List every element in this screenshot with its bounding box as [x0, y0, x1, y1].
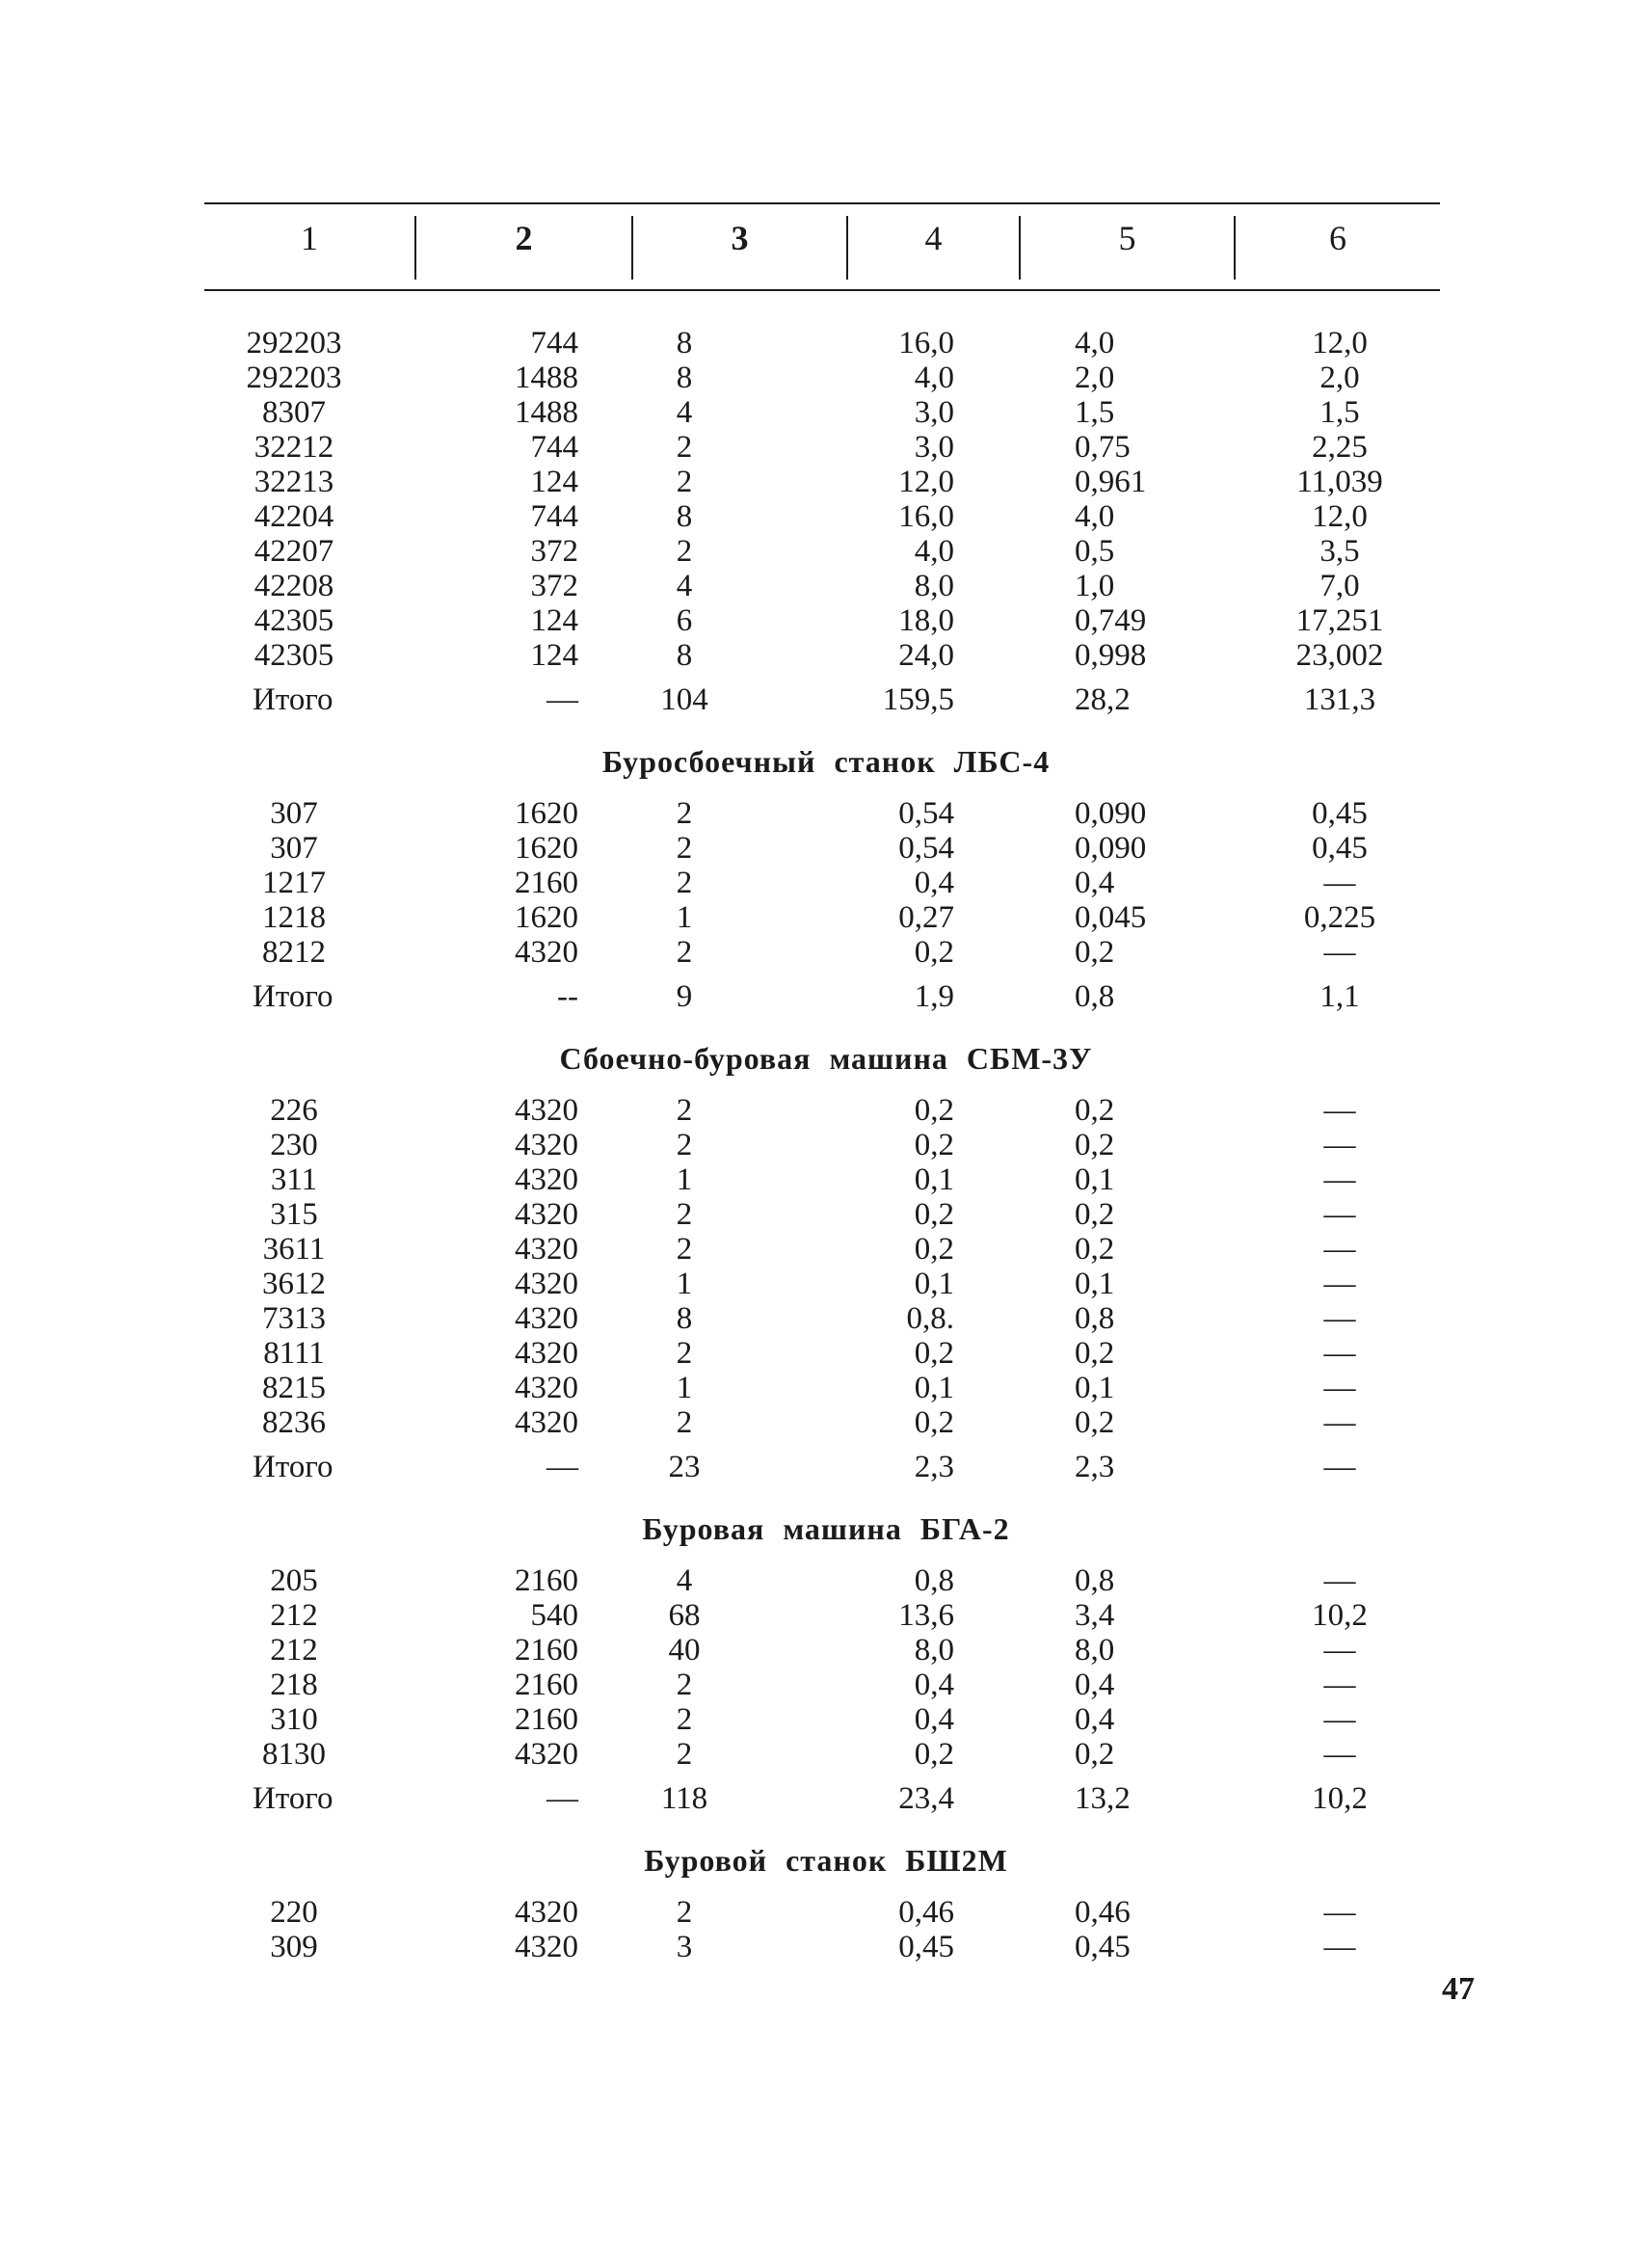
table-cell: 1,5 [1319, 395, 1360, 430]
table-cell: — [1323, 1197, 1356, 1232]
table-cell: 4320 [515, 1336, 578, 1371]
table-cell: 3,4 [1075, 1598, 1115, 1633]
table-cell: 4320 [515, 1895, 578, 1930]
table-cell: 226 [270, 1093, 318, 1128]
table-cell: 1 [676, 1267, 693, 1301]
table-row [0, 534, 1652, 569]
table-cell: — [1323, 1737, 1356, 1772]
table-cell: 0,2 [1075, 1197, 1115, 1232]
table-row [0, 603, 1652, 638]
table-row [0, 1301, 1652, 1336]
table-row [0, 1598, 1652, 1633]
table-cell: 0,2 [1075, 1405, 1115, 1440]
table-cell: 0,2 [1075, 1232, 1115, 1267]
table-cell: 8,0 [1075, 1633, 1115, 1668]
total-cell: 104 [660, 682, 708, 717]
table-cell: 42204 [253, 499, 334, 534]
section-title: Сбоечно-буровая машина СБМ-3У [559, 1041, 1093, 1076]
table-cell: 23,002 [1295, 638, 1384, 673]
table-cell: 4 [676, 395, 693, 430]
total-cell: 1,1 [1319, 979, 1360, 1014]
table-row [0, 395, 1652, 430]
table-cell: 310 [270, 1702, 318, 1737]
table-cell: 1488 [515, 360, 578, 395]
table-cell: — [1323, 1668, 1356, 1702]
total-cell: 118 [660, 1781, 708, 1816]
column-header-1: 1 [301, 219, 318, 257]
table-row [0, 360, 1652, 395]
table-cell: 12,0 [1312, 499, 1368, 534]
table-cell: 42207 [253, 534, 334, 569]
header-bottom-rule [204, 289, 1440, 291]
table-cell: 2 [676, 1895, 693, 1930]
total-row [0, 673, 1652, 721]
table-cell: — [1323, 1093, 1356, 1128]
table-cell: 4320 [515, 1093, 578, 1128]
table-cell: 0,225 [1303, 900, 1376, 935]
table-cell: 0,090 [1075, 796, 1147, 831]
table-cell: 0,2 [914, 1197, 954, 1232]
table-cell: 8 [676, 499, 693, 534]
total-cell: — [546, 1781, 578, 1816]
table-cell: 0,1 [914, 1371, 954, 1405]
table-cell: 2160 [515, 1563, 578, 1598]
table-cell: 8111 [263, 1336, 325, 1371]
table-cell: 0,2 [1075, 1336, 1115, 1371]
table-cell: 11,039 [1296, 465, 1383, 499]
table-cell: 2,0 [1319, 360, 1360, 395]
total-cell: — [546, 1450, 578, 1484]
table-row [0, 1405, 1652, 1440]
table-cell: 4320 [515, 1162, 578, 1197]
table-cell: 2 [676, 534, 693, 569]
table-cell: 218 [270, 1668, 318, 1702]
table-cell: 2 [676, 1232, 693, 1267]
table-cell: 1 [676, 1371, 693, 1405]
table-cell: 0,1 [1075, 1371, 1115, 1405]
table-cell: 0,090 [1075, 831, 1147, 866]
table-cell: 3,0 [914, 395, 954, 430]
table-cell: 42305 [253, 638, 334, 673]
table-cell: 2160 [515, 866, 578, 900]
table-cell: 2 [676, 1128, 693, 1162]
table-cell: 307 [270, 831, 318, 866]
table-cell: 3612 [262, 1267, 326, 1301]
table-cell: 0,1 [1075, 1267, 1115, 1301]
table-cell: 1 [676, 1162, 693, 1197]
table-cell: — [1323, 1702, 1356, 1737]
table-cell: 2 [676, 796, 693, 831]
column-header-2: 2 [515, 219, 533, 257]
table-cell: 18,0 [898, 603, 954, 638]
table-cell: 0,998 [1075, 638, 1147, 673]
table-cell: 0,045 [1075, 900, 1147, 935]
table-cell: — [1323, 1162, 1356, 1197]
table-cell: 4,0 [1075, 499, 1115, 534]
total-cell: 28,2 [1075, 682, 1131, 717]
table-cell: 0,4 [1075, 866, 1115, 900]
table-cell: 0,8. [906, 1301, 954, 1336]
table-cell: 0,1 [914, 1267, 954, 1301]
table-cell: 16,0 [898, 326, 954, 360]
table-cell: 8,0 [914, 1633, 954, 1668]
table-cell: 0,8 [1075, 1563, 1115, 1598]
table-cell: 744 [530, 326, 578, 360]
table-row [0, 1336, 1652, 1371]
table-cell: 744 [530, 499, 578, 534]
table-cell: 8 [676, 360, 693, 395]
table-row [0, 796, 1652, 831]
table-cell: 0,45 [898, 1930, 954, 1964]
table-cell: 212 [270, 1633, 318, 1668]
table-cell: 1620 [515, 900, 578, 935]
table-row [0, 569, 1652, 603]
table-cell: 8307 [262, 395, 326, 430]
total-cell: 10,2 [1312, 1781, 1368, 1816]
table-cell: 24,0 [898, 638, 954, 673]
table-cell: 2 [676, 831, 693, 866]
table-cell: 32212 [253, 430, 334, 465]
table-cell: 2160 [515, 1668, 578, 1702]
table-cell: 0,2 [1075, 935, 1115, 970]
table-cell: 0,2 [1075, 1093, 1115, 1128]
total-cell: 2,3 [1075, 1450, 1115, 1484]
total-cell: 0,8 [1075, 979, 1115, 1014]
table-cell: 372 [530, 569, 578, 603]
total-row [0, 1772, 1652, 1820]
total-label: Итого [253, 1450, 333, 1484]
table-cell: 0,2 [914, 935, 954, 970]
table-cell: 4 [676, 1563, 693, 1598]
table-cell: 124 [530, 603, 578, 638]
table-cell: 2,25 [1312, 430, 1368, 465]
table-row [0, 1162, 1652, 1197]
table-cell: 0,45 [1312, 831, 1368, 866]
table-cell: — [1323, 1336, 1356, 1371]
section-title: Буровой станок БШ2М [644, 1843, 1008, 1878]
table-row [0, 1197, 1652, 1232]
table-cell: 0,4 [914, 866, 954, 900]
table-cell: 8236 [262, 1405, 326, 1440]
column-header-3: 3 [731, 219, 749, 257]
table-cell: 2160 [515, 1702, 578, 1737]
column-header-5: 5 [1118, 219, 1136, 257]
table-cell: 6 [676, 603, 693, 638]
table-row [0, 1232, 1652, 1267]
table-cell: 0,75 [1075, 430, 1131, 465]
total-cell: 159,5 [882, 682, 954, 717]
table-cell: 2 [676, 465, 693, 499]
table-cell: 13,6 [898, 1598, 954, 1633]
table-cell: 3 [676, 1930, 693, 1964]
table-cell: 42208 [253, 569, 334, 603]
table-cell: 0,2 [1075, 1737, 1115, 1772]
data-table [0, 326, 1652, 1964]
table-cell: 4320 [515, 1371, 578, 1405]
section-title: Буросбоечный станок ЛБС-4 [601, 744, 1051, 779]
table-row [0, 1267, 1652, 1301]
total-label: Итого [253, 979, 333, 1014]
table-cell: 4,0 [914, 360, 954, 395]
table-cell: 8 [676, 326, 693, 360]
table-row [0, 1633, 1652, 1668]
table-cell: 2 [676, 1702, 693, 1737]
table-cell: 10,2 [1312, 1598, 1368, 1633]
table-cell: — [1323, 1267, 1356, 1301]
table-cell: 4,0 [1075, 326, 1115, 360]
table-cell: 4,0 [914, 534, 954, 569]
table-cell: 8212 [262, 935, 326, 970]
table-cell: 0,4 [1075, 1702, 1115, 1737]
table-cell: 0,8 [1075, 1301, 1115, 1336]
table-cell: 1620 [515, 796, 578, 831]
table-cell: 309 [270, 1930, 318, 1964]
table-row [0, 638, 1652, 673]
table-cell: 124 [530, 465, 578, 499]
table-cell: 311 [270, 1162, 318, 1197]
table-cell: 307 [270, 796, 318, 831]
table-cell: 0,2 [1075, 1128, 1115, 1162]
table-cell: 744 [530, 430, 578, 465]
table-cell: 2 [676, 430, 693, 465]
table-cell: 0,45 [1075, 1930, 1131, 1964]
table-cell: — [1323, 1563, 1356, 1598]
table-cell: 0,45 [1312, 796, 1368, 831]
total-cell: — [546, 682, 578, 717]
table-cell: 292203 [246, 326, 342, 360]
table-cell: — [1323, 1405, 1356, 1440]
table-row [0, 465, 1652, 499]
table-cell: — [1323, 866, 1356, 900]
table-cell: 3,5 [1319, 534, 1360, 569]
table-cell: 540 [530, 1598, 578, 1633]
table-row [0, 1128, 1652, 1162]
table-cell: 0,54 [898, 831, 954, 866]
table-cell: 2 [676, 1197, 693, 1232]
table-cell: 4320 [515, 1301, 578, 1336]
table-cell: 2 [676, 1405, 693, 1440]
table-cell: 292203 [246, 360, 342, 395]
table-cell: 2 [676, 866, 693, 900]
table-row [0, 935, 1652, 970]
table-cell: 1218 [262, 900, 326, 935]
table-cell: 124 [530, 638, 578, 673]
table-cell: 4320 [515, 1930, 578, 1964]
table-cell: 0,5 [1075, 534, 1115, 569]
table-cell: — [1323, 1930, 1356, 1964]
table-cell: 7313 [262, 1301, 326, 1336]
table-cell: 0,2 [914, 1128, 954, 1162]
table-cell: 4320 [515, 1128, 578, 1162]
table-cell: 4320 [515, 1197, 578, 1232]
table-cell: 0,46 [1075, 1895, 1131, 1930]
table-cell: 0,46 [898, 1895, 954, 1930]
table-cell: 8130 [262, 1737, 326, 1772]
table-cell: 0,2 [914, 1093, 954, 1128]
table-row [0, 866, 1652, 900]
table-cell: 2 [676, 1737, 693, 1772]
table-cell: 4320 [515, 1405, 578, 1440]
table-cell: 1620 [515, 831, 578, 866]
table-cell: 2 [676, 1336, 693, 1371]
table-cell: 0,4 [1075, 1668, 1115, 1702]
total-row [0, 1440, 1652, 1488]
table-cell: 8215 [262, 1371, 326, 1405]
total-label: Итого [253, 682, 333, 717]
table-row [0, 1563, 1652, 1598]
table-cell: 42305 [253, 603, 334, 638]
table-row [0, 430, 1652, 465]
table-cell: 212 [270, 1598, 318, 1633]
table-cell: 4 [676, 569, 693, 603]
total-cell: 9 [676, 979, 693, 1014]
table-row [0, 1930, 1652, 1964]
column-header-4: 4 [924, 219, 943, 257]
table-cell: 32213 [253, 465, 334, 499]
table-row [0, 1093, 1652, 1128]
table-cell: 0,27 [898, 900, 954, 935]
table-cell: 1,5 [1075, 395, 1115, 430]
total-cell: -- [557, 979, 578, 1014]
table-cell: 0,4 [914, 1668, 954, 1702]
table-cell: 8,0 [914, 569, 954, 603]
table-cell: 0,749 [1075, 603, 1147, 638]
table-cell: 0,4 [914, 1702, 954, 1737]
table-cell: 4320 [515, 1232, 578, 1267]
table-cell: — [1323, 1301, 1356, 1336]
table-cell: 3611 [262, 1232, 326, 1267]
table-cell: — [1323, 935, 1356, 970]
table-cell: 4320 [515, 935, 578, 970]
table-cell: 68 [668, 1598, 701, 1633]
table-cell: — [1323, 1371, 1356, 1405]
table-cell: — [1323, 1232, 1356, 1267]
table-cell: — [1323, 1128, 1356, 1162]
total-cell: 23,4 [898, 1781, 954, 1816]
table-cell: 1217 [262, 866, 326, 900]
table-cell: 0,1 [914, 1162, 954, 1197]
section-title: Буровая машина БГА-2 [642, 1511, 1010, 1546]
table-cell: 2 [676, 1093, 693, 1128]
total-cell: 1,9 [914, 979, 954, 1014]
table-cell: 1 [676, 900, 693, 935]
total-cell: 23 [668, 1450, 701, 1484]
table-cell: — [1323, 1895, 1356, 1930]
page-number: 47 [1442, 1971, 1475, 2007]
table-row [0, 831, 1652, 866]
table-cell: 0,2 [914, 1405, 954, 1440]
table-cell: 230 [270, 1128, 318, 1162]
total-label: Итого [253, 1781, 333, 1816]
header-top-rule [204, 202, 1440, 204]
table-cell: 8 [676, 638, 693, 673]
total-cell: 131,3 [1303, 682, 1376, 717]
column-header-6: 6 [1329, 219, 1346, 257]
table-cell: 4320 [515, 1737, 578, 1772]
table-cell: 0,2 [914, 1336, 954, 1371]
table-cell: 12,0 [1312, 326, 1368, 360]
table-cell: 17,251 [1295, 603, 1384, 638]
table-row [0, 1895, 1652, 1930]
table-row [0, 1737, 1652, 1772]
table-cell: 0,2 [914, 1737, 954, 1772]
table-cell: 0,8 [914, 1563, 954, 1598]
table-cell: 1,0 [1075, 569, 1115, 603]
table-cell: 220 [270, 1895, 318, 1930]
table-cell: 8 [676, 1301, 693, 1336]
table-cell: 205 [270, 1563, 318, 1598]
table-cell: 0,1 [1075, 1162, 1115, 1197]
table-cell: 1488 [515, 395, 578, 430]
table-cell: 315 [270, 1197, 318, 1232]
table-cell: — [1323, 1633, 1356, 1668]
table-cell: 12,0 [898, 465, 954, 499]
table-cell: 0,54 [898, 796, 954, 831]
table-cell: 372 [530, 534, 578, 569]
table-cell: 2160 [515, 1633, 578, 1668]
table-cell: 7,0 [1319, 569, 1360, 603]
total-cell: 2,3 [914, 1450, 954, 1484]
table-row [0, 900, 1652, 935]
total-cell: — [1323, 1450, 1356, 1484]
table-cell: 40 [668, 1633, 701, 1668]
total-row [0, 970, 1652, 1018]
table-row [0, 1371, 1652, 1405]
table-cell: 4320 [515, 1267, 578, 1301]
table-row [0, 1702, 1652, 1737]
table-row [0, 499, 1652, 534]
table-cell: 2 [676, 935, 693, 970]
total-cell: 13,2 [1075, 1781, 1131, 1816]
table-cell: 3,0 [914, 430, 954, 465]
table-cell: 0,2 [914, 1232, 954, 1267]
table-cell: 16,0 [898, 499, 954, 534]
table-cell: 2 [676, 1668, 693, 1702]
table-row [0, 1668, 1652, 1702]
table-row [0, 326, 1652, 360]
table-cell: 0,961 [1075, 465, 1147, 499]
table-cell: 2,0 [1075, 360, 1115, 395]
